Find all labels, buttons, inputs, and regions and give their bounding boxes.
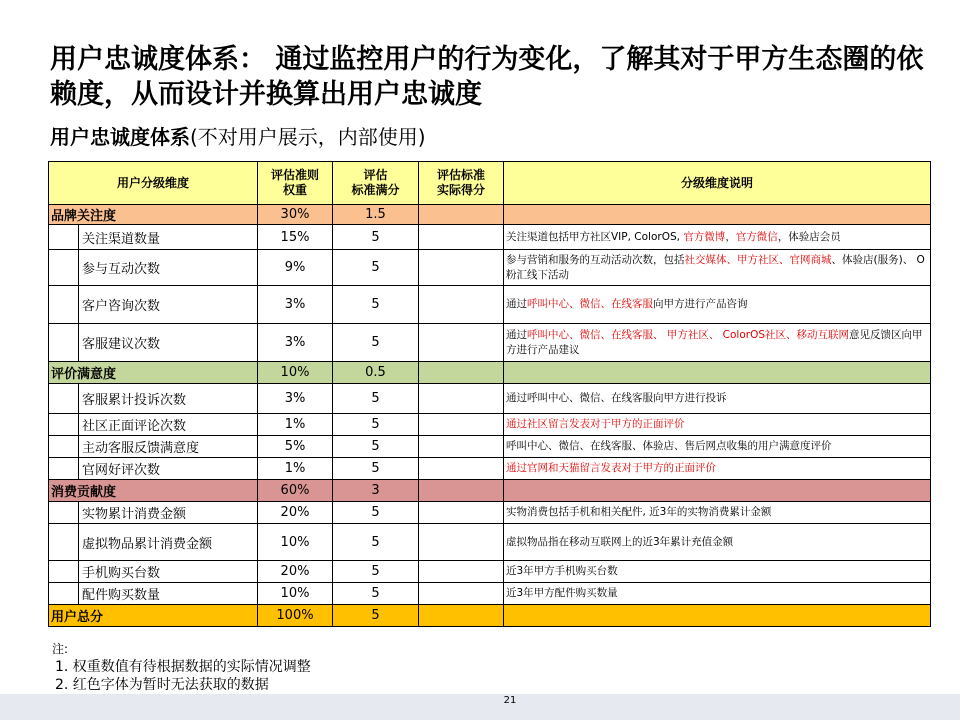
category-row-eval xyxy=(49,362,931,384)
category-actual xyxy=(419,205,504,225)
dimension-label: 配件购买数量 xyxy=(78,583,255,604)
dimension-label: 参与互动次数 xyxy=(78,250,255,285)
note-item: 1. 权重数值有待根据数据的实际情况调整 xyxy=(55,659,311,675)
weight-cell: 20% xyxy=(258,561,333,583)
actual-score-cell xyxy=(419,458,504,480)
dimension-cell xyxy=(49,414,258,436)
table-subtitle xyxy=(50,124,426,150)
table-row xyxy=(49,384,931,414)
description-cell xyxy=(504,286,931,324)
score-cell: 5 xyxy=(333,414,419,436)
actual-score-cell xyxy=(419,524,504,561)
description-text: 通过呼叫中心、微信、在线客服向甲方进行投诉 xyxy=(506,392,727,404)
description-cell xyxy=(504,524,931,561)
total-desc xyxy=(504,605,931,627)
description-cell xyxy=(504,436,931,458)
actual-score-cell xyxy=(419,384,504,414)
subtitle-rest: (不对用户展示，内部使用) xyxy=(190,125,426,149)
notes xyxy=(52,640,311,694)
dimension-cell xyxy=(49,583,258,605)
weight-cell: 20% xyxy=(258,502,333,524)
actual-score-cell xyxy=(419,324,504,362)
loyalty-table xyxy=(48,161,931,627)
weight-cell: 1% xyxy=(258,414,333,436)
category-score: 3 xyxy=(333,480,419,502)
dimension-label: 虚拟物品累计消费金额 xyxy=(78,524,255,560)
dimension-cell xyxy=(49,384,258,414)
dimension-cell xyxy=(49,286,258,324)
weight-cell: 3% xyxy=(258,384,333,414)
weight-cell: 5% xyxy=(258,436,333,458)
score-cell: 5 xyxy=(333,561,419,583)
actual-score-cell xyxy=(419,561,504,583)
description-cell xyxy=(504,502,931,524)
dimension-label: 关注渠道数量 xyxy=(78,225,255,249)
description-text: 实物消费包括手机和相关配件, 近3年的实物消费累计金额 xyxy=(506,506,772,518)
description-cell xyxy=(504,225,931,250)
score-cell: 5 xyxy=(333,384,419,414)
notes-heading: 注: xyxy=(52,642,69,656)
table-row xyxy=(49,324,931,362)
table-header-row xyxy=(49,162,931,205)
actual-score-cell xyxy=(419,225,504,250)
header-full-score: 评估 标准满分 xyxy=(333,162,419,205)
description-text: 通过 xyxy=(506,298,527,310)
actual-score-cell xyxy=(419,414,504,436)
dimension-cell xyxy=(49,561,258,583)
score-cell: 5 xyxy=(333,250,419,286)
category-actual xyxy=(419,480,504,502)
dimension-label: 官网好评次数 xyxy=(78,458,255,479)
category-score: 1.5 xyxy=(333,205,419,225)
category-desc xyxy=(504,480,931,502)
actual-score-cell xyxy=(419,286,504,324)
header-weight: 评估准则 权重 xyxy=(258,162,333,205)
table-row xyxy=(49,286,931,324)
dimension-label: 主动客服反馈满意度 xyxy=(78,436,255,457)
description-cell xyxy=(504,324,931,362)
description-text: 向甲方进行产品咨询 xyxy=(653,298,748,310)
category-actual xyxy=(419,362,504,384)
actual-score-cell xyxy=(419,250,504,286)
category-weight: 60% xyxy=(258,480,333,502)
score-cell: 5 xyxy=(333,458,419,480)
table-row xyxy=(49,524,931,561)
header-description: 分级维度说明 xyxy=(504,162,931,205)
description-text: 呼叫中心、微信、在线客服、体验店、售后网点收集的用户满意度评价 xyxy=(506,440,832,452)
description-text: 意见反馈区向甲方进行产品建议 xyxy=(506,328,923,356)
actual-score-cell xyxy=(419,436,504,458)
description-cell xyxy=(504,384,931,414)
table-row xyxy=(49,561,931,583)
unavailable-data-text: 通过官网和天猫留言发表对于甲方的正面评价 xyxy=(506,462,716,474)
table-row xyxy=(49,436,931,458)
page-title: 用户忠诚度体系： 通过监控用户的行为变化，了解其对于甲方生态圈的依赖度，从而设计并换算出用户忠诚度 xyxy=(50,44,924,110)
score-cell: 5 xyxy=(333,286,419,324)
score-cell: 5 xyxy=(333,583,419,605)
table-row xyxy=(49,225,931,250)
unavailable-data-text: 通过社区留言发表对于甲方的正面评价 xyxy=(506,418,685,430)
total-row xyxy=(49,605,931,627)
description-text: ，体验店会员 xyxy=(777,230,841,243)
table-row xyxy=(49,250,931,286)
dimension-cell xyxy=(49,502,258,524)
score-cell: 5 xyxy=(333,524,419,561)
dimension-label: 客服建议次数 xyxy=(78,324,255,361)
page-number: 21 xyxy=(503,695,517,706)
unavailable-data-text: 官方微信 xyxy=(735,230,778,243)
weight-cell: 1% xyxy=(258,458,333,480)
score-cell: 5 xyxy=(333,502,419,524)
dimension-cell xyxy=(49,458,258,480)
table-row xyxy=(49,414,931,436)
description-cell xyxy=(504,250,931,286)
weight-cell: 15% xyxy=(258,225,333,250)
weight-cell: 3% xyxy=(258,286,333,324)
weight-cell: 10% xyxy=(258,583,333,605)
category-label: 消费贡献度 xyxy=(49,480,258,502)
actual-score-cell xyxy=(419,583,504,605)
weight-cell: 9% xyxy=(258,250,333,286)
category-weight: 30% xyxy=(258,205,333,225)
unavailable-data-text: 呼叫中心、微信、在线客服 xyxy=(527,298,653,310)
description-text: 、体验店(服务)、 O粉汇线下活动 xyxy=(506,253,925,281)
unavailable-data-text: 呼叫中心、微信、在线客服、 甲方社区、 ColorOS社区、移动互联网 xyxy=(527,328,850,341)
description-cell xyxy=(504,561,931,583)
description-text: 虚拟物品指在移动互联网上的近3年累计充值金额 xyxy=(506,535,734,548)
weight-cell: 3% xyxy=(258,324,333,362)
unavailable-data-text: 官方微博 xyxy=(683,230,726,243)
table-row xyxy=(49,458,931,480)
description-cell xyxy=(504,414,931,436)
category-label: 品牌关注度 xyxy=(49,205,258,225)
dimension-label: 社区正面评论次数 xyxy=(78,414,255,435)
subtitle-bold: 用户忠诚度体系 xyxy=(50,125,190,149)
dimension-label: 客户咨询次数 xyxy=(78,286,255,323)
dimension-label: 手机购买台数 xyxy=(78,561,255,582)
category-desc xyxy=(504,205,931,225)
description-text: ， xyxy=(725,230,736,243)
dimension-cell xyxy=(49,225,258,250)
description-text: 参与营销和服务的互动活动次数，包括 xyxy=(506,253,685,266)
dimension-label: 实物累计消费金额 xyxy=(78,502,255,523)
category-desc xyxy=(504,362,931,384)
category-score: 0.5 xyxy=(333,362,419,384)
dimension-cell xyxy=(49,324,258,362)
dimension-cell xyxy=(49,436,258,458)
header-actual-score: 评估标准 实际得分 xyxy=(419,162,504,205)
total-score: 5 xyxy=(333,605,419,627)
total-weight: 100% xyxy=(258,605,333,627)
total-actual xyxy=(419,605,504,627)
dimension-cell xyxy=(49,524,258,561)
category-weight: 10% xyxy=(258,362,333,384)
weight-cell: 10% xyxy=(258,524,333,561)
description-text: 近3年甲方手机购买台数 xyxy=(506,565,618,577)
score-cell: 5 xyxy=(333,436,419,458)
dimension-cell xyxy=(49,250,258,286)
description-cell xyxy=(504,458,931,480)
score-cell: 5 xyxy=(333,225,419,250)
header-dimension: 用户分级维度 xyxy=(49,162,258,205)
category-row-brand xyxy=(49,205,931,225)
table-row xyxy=(49,583,931,605)
actual-score-cell xyxy=(419,502,504,524)
description-text: 关注渠道包括甲方社区VIP, ColorOS, xyxy=(506,230,684,243)
table-row xyxy=(49,502,931,524)
note-item: 2. 红色字体为暂时无法获取的数据 xyxy=(55,677,269,693)
score-cell: 5 xyxy=(333,324,419,362)
description-text: 通过 xyxy=(506,328,527,341)
dimension-label: 客服累计投诉次数 xyxy=(78,384,255,413)
category-row-spend xyxy=(49,480,931,502)
description-text: 近3年甲方配件购买数量 xyxy=(506,587,618,599)
unavailable-data-text: 社交媒体、甲方社区、官网商城 xyxy=(684,253,832,266)
category-label: 评价满意度 xyxy=(49,362,258,384)
description-cell xyxy=(504,583,931,605)
total-label: 用户总分 xyxy=(49,605,258,627)
